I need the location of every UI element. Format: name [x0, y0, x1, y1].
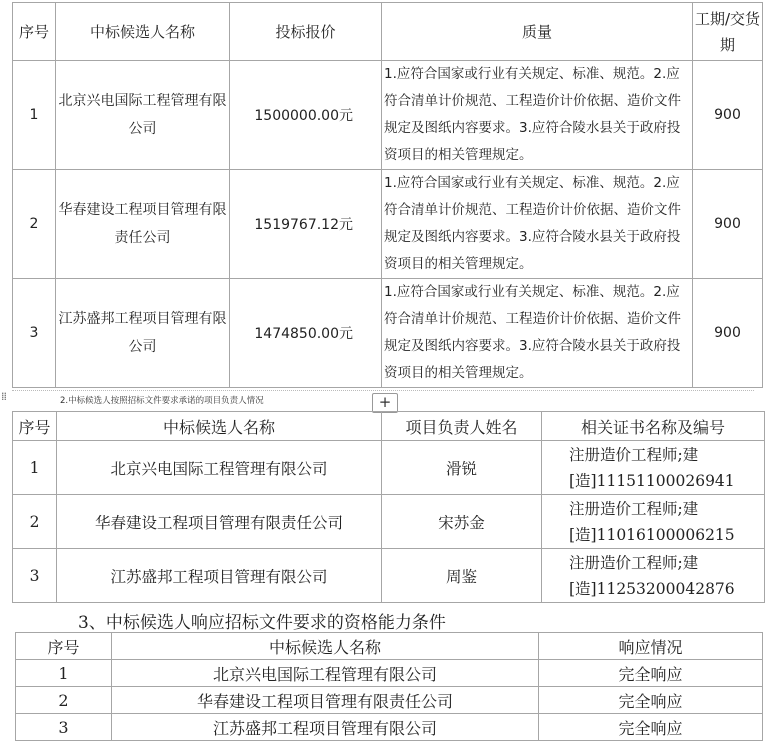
table-header-row: [16, 633, 763, 660]
header-response: 响应情况: [539, 633, 763, 660]
candidate-name: 华春建设工程项目管理有限责任公司: [56, 170, 230, 279]
header-quality: 质量: [382, 3, 693, 61]
bid-price: 1519767.12元: [230, 170, 382, 279]
header-duration: 工期/交货期: [693, 3, 763, 61]
bid-price: 1500000.00元: [230, 61, 382, 170]
section3-title: 3、中标候选人响应招标文件要求的资格能力条件: [78, 613, 446, 633]
table-row: [16, 687, 763, 714]
row-index: 3: [13, 279, 56, 388]
quality-requirement: 1.应符合国家或行业有关规定、标准、规范。2.应符合清单计价规范、工程造价计价依据、造价文件规定及图纸内容要求。3.应符合陵水县关于政府投资项目的相关管理规定。: [382, 170, 693, 279]
row-index: 2: [16, 687, 112, 714]
header-index: 序号: [16, 633, 112, 660]
quality-requirement: 1.应符合国家或行业有关规定、标准、规范。2.应符合清单计价规范、工程造价计价依据、造价文件规定及图纸内容要求。3.应符合陵水县关于政府投资项目的相关管理规定。: [382, 279, 693, 388]
table-header-row: [13, 3, 763, 61]
bid-price-table: [12, 2, 763, 388]
drag-handle-icon[interactable]: ⁞⁞: [1, 390, 6, 403]
table-row: [16, 660, 763, 687]
row-index: 1: [13, 61, 56, 170]
leader-name: 滑锐: [382, 441, 542, 495]
response-status: 完全响应: [539, 660, 763, 687]
duration-days: 900: [693, 170, 763, 279]
candidate-name: 北京兴电国际工程管理有限公司: [56, 61, 230, 170]
table-row: [13, 279, 763, 388]
row-index: 3: [16, 714, 112, 741]
leader-name: 周鉴: [382, 549, 542, 603]
header-bid-price: 投标报价: [230, 3, 382, 61]
table-row: [13, 495, 765, 549]
header-certificate: 相关证书名称及编号: [542, 412, 765, 441]
row-index: 1: [13, 441, 57, 495]
candidate-name: 北京兴电国际工程管理有限公司: [57, 441, 382, 495]
bid-price: 1474850.00元: [230, 279, 382, 388]
row-index: 2: [13, 495, 57, 549]
table-row: [13, 441, 765, 495]
candidate-name: 北京兴电国际工程管理有限公司: [112, 660, 539, 687]
duration-days: 900: [693, 279, 763, 388]
section-divider: [12, 390, 754, 391]
response-status: 完全响应: [539, 687, 763, 714]
row-index: 3: [13, 549, 57, 603]
row-index: 1: [16, 660, 112, 687]
quality-requirement: 1.应符合国家或行业有关规定、标准、规范。2.应符合清单计价规范、工程造价计价依据、造价文件规定及图纸内容要求。3.应符合陵水县关于政府投资项目的相关管理规定。: [382, 61, 693, 170]
table-row: [13, 170, 763, 279]
certificate-info: 注册造价工程师;建[造]11016100006215: [542, 495, 765, 549]
qualification-response-table: [15, 632, 763, 741]
table-row: [16, 714, 763, 741]
table-header-row: [13, 412, 765, 441]
header-candidate-name: 中标候选人名称: [57, 412, 382, 441]
certificate-info: 注册造价工程师;建[造]11253200042876: [542, 549, 765, 603]
header-index: 序号: [13, 412, 57, 441]
candidate-name: 江苏盛邦工程项目管理有限公司: [56, 279, 230, 388]
candidate-name: 江苏盛邦工程项目管理有限公司: [112, 714, 539, 741]
table-row: [13, 549, 765, 603]
header-candidate-name: 中标候选人名称: [56, 3, 230, 61]
candidate-name: 华春建设工程项目管理有限责任公司: [57, 495, 382, 549]
section2-caption: 2.中标候选人按照招标文件要求承诺的项目负责人情况: [60, 396, 264, 406]
project-leader-table: [12, 411, 765, 603]
duration-days: 900: [693, 61, 763, 170]
header-candidate-name: 中标候选人名称: [112, 633, 539, 660]
candidate-name: 华春建设工程项目管理有限责任公司: [112, 687, 539, 714]
response-status: 完全响应: [539, 714, 763, 741]
header-leader-name: 项目负责人姓名: [382, 412, 542, 441]
candidate-name: 江苏盛邦工程项目管理有限公司: [57, 549, 382, 603]
table-row: [13, 61, 763, 170]
certificate-info: 注册造价工程师;建[造]11151100026941: [542, 441, 765, 495]
header-index: 序号: [13, 3, 56, 61]
leader-name: 宋苏金: [382, 495, 542, 549]
row-index: 2: [13, 170, 56, 279]
add-row-button[interactable]: +: [372, 393, 398, 413]
